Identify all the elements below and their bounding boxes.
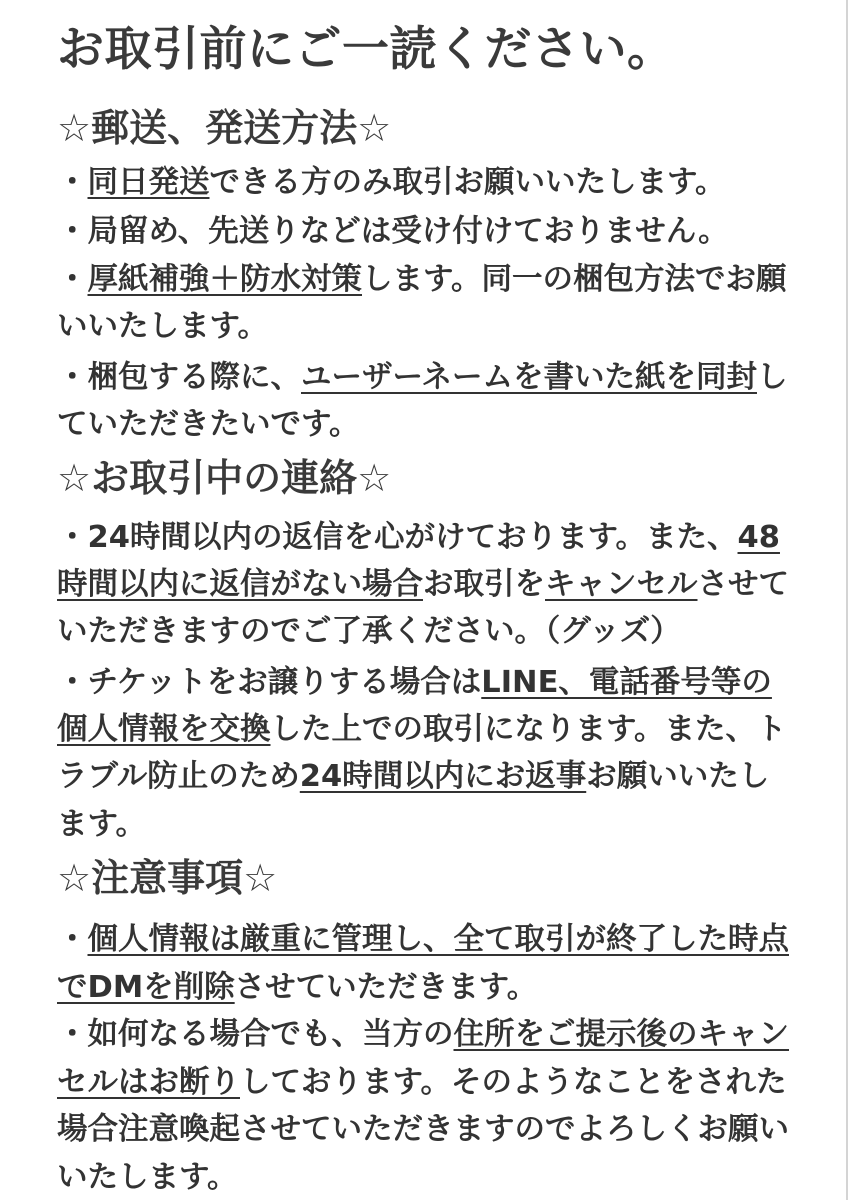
text-line (57, 804, 146, 846)
text-segment: した上での取引になります。また、ト (270, 712, 787, 747)
text-segment: させていただきます。 (234, 970, 538, 1005)
text-segment: ・梱包する際に、 (57, 360, 301, 395)
text-segment: ていただきたいです。 (57, 407, 360, 442)
text-segment: ・局留め、先送りなどは受け付けておりません。 (57, 214, 729, 249)
underlined-text: 厚紙補強＋防水対策 (87, 262, 362, 297)
underlined-text: 個人情報は厳重に管理し、全て取引が終了した時点 (87, 922, 789, 957)
text-line (57, 967, 537, 1009)
text-line (57, 662, 772, 704)
underlined-text: キャンセル (545, 567, 698, 602)
text-line (57, 564, 789, 606)
underlined-text: ユーザーネームを書いた紙を同封 (301, 360, 757, 395)
underlined-text: セルはお断り (57, 1065, 240, 1100)
underlined-text: 24時間以内にお返事 (299, 759, 587, 794)
text-line (57, 211, 729, 253)
underlined-text: 48 (737, 520, 780, 555)
text-segment: し (756, 360, 788, 395)
text-line (57, 1014, 789, 1056)
text-segment: ・ (57, 165, 88, 200)
text-line (57, 404, 360, 446)
page-title: お取引前にご一読ください。 (57, 22, 675, 77)
text-segment: ・ (57, 262, 88, 297)
text-segment: 場合注意喚起させていただきますのでよろしくお願い (57, 1112, 789, 1147)
underlined-text: でDMを削除 (57, 970, 235, 1005)
text-segment: お願いいたし (586, 759, 770, 794)
text-line (57, 162, 726, 204)
underlined-text: 住所をご提示後のキャン (453, 1017, 789, 1052)
text-segment: しております。そのようなことをされた (240, 1065, 787, 1100)
text-line (57, 357, 787, 399)
text-line (57, 517, 780, 559)
text-segment: ・ (57, 922, 88, 957)
text-segment: いたします。 (57, 1160, 238, 1195)
underlined-text: LINE、電話番号等の (481, 665, 772, 700)
text-line (57, 919, 789, 961)
text-segment: ・如何なる場合でも、当方の (57, 1017, 454, 1052)
text-segment: ・チケットをお譲りする場合は (57, 665, 482, 700)
text-segment: いただきますのでご了承ください。（グッズ） (57, 614, 681, 649)
text-segment: させて (697, 567, 789, 602)
text-segment: ・24時間以内の返信を心がけております。また、 (57, 520, 738, 555)
underlined-text: 時間以内に返信がない場合 (57, 567, 423, 602)
section-heading-notes: ☆注意事項☆ (57, 856, 278, 900)
text-segment: いいたします。 (57, 309, 269, 344)
text-segment: します。同一の梱包方法でお願 (362, 262, 787, 297)
right-edge-rule (846, 0, 848, 1200)
underlined-text: 個人情報を交換 (57, 712, 271, 747)
text-segment: ます。 (57, 807, 147, 842)
text-line (57, 1062, 787, 1104)
text-segment: ラブル防止のため (57, 759, 300, 794)
text-line (57, 259, 787, 301)
underlined-text: 同日発送 (87, 165, 210, 200)
section-heading-contact: ☆お取引中の連絡☆ (57, 456, 392, 500)
text-segment: できる方のみ取引お願いいたします。 (209, 165, 726, 200)
text-line (57, 756, 769, 798)
text-line (57, 1157, 238, 1199)
section-heading-shipping: ☆郵送、発送方法☆ (57, 106, 392, 150)
text-line (57, 306, 268, 348)
text-line (57, 611, 681, 653)
text-line (57, 1109, 789, 1151)
text-segment: お取引を (423, 567, 545, 602)
text-line (57, 709, 787, 751)
